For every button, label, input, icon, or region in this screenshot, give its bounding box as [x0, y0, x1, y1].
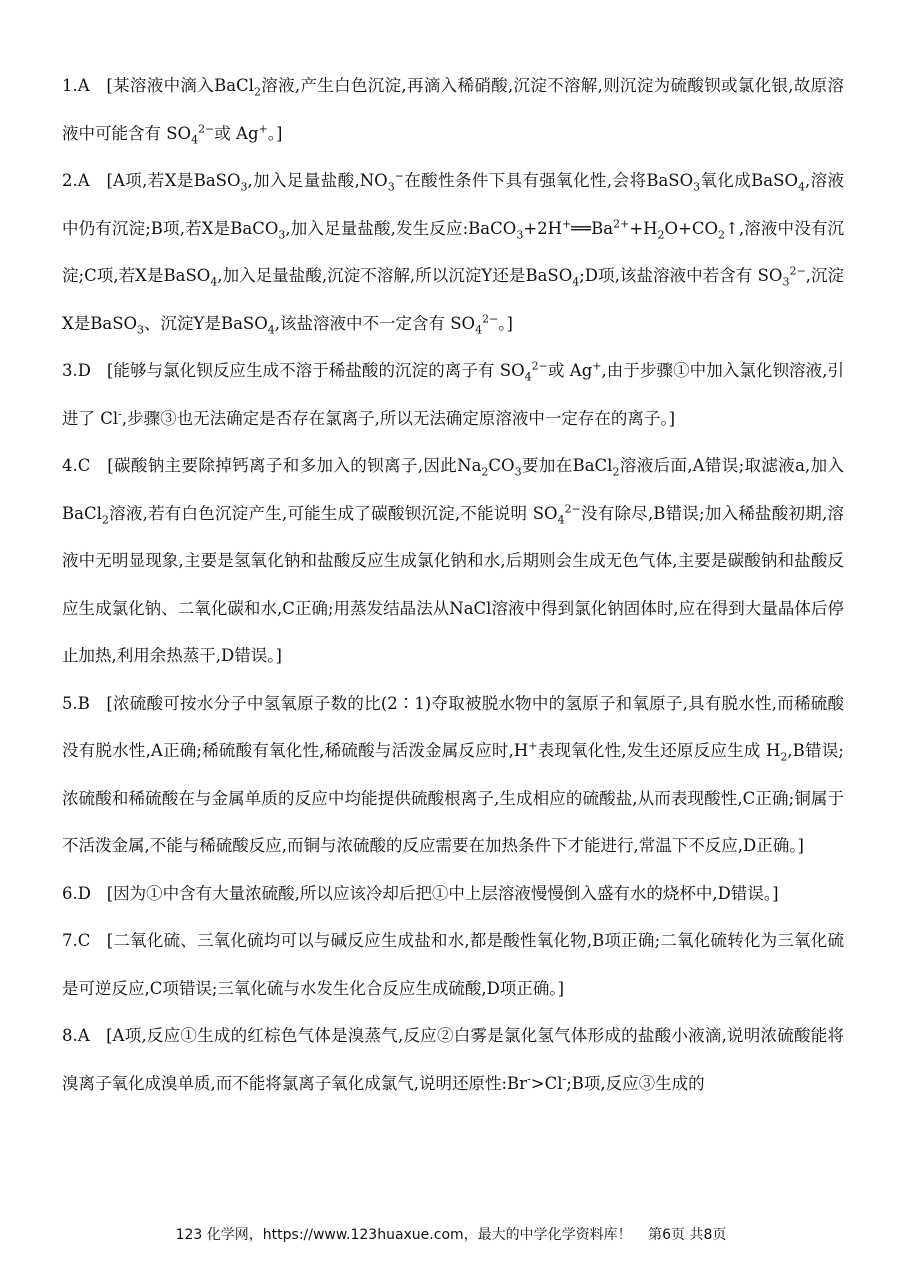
answer-list [62, 62, 844, 1107]
answer-4: 4.C [碳酸钠主要除掉钙离子和多加入的钡离子,因此$Na_2CO_3$要加在BaCl$_2$溶液后面,A错误;取滤液a,加入BaCl$_2$溶液,若有白色沉淀产生,可能生成了碳酸钡沉淀,不能说明 $SO_4^{2-}$没有除尽,B错误;加入稀盐酸初期,溶液中无明显现象,主要是氢氧化钠和盐酸反应生成氯化钠和水,后期则会生成无色气体,主要是碳酸钠和盐酸反应生成氯化钠、二氧化碳和水,C正确;用蒸发结晶法从NaCl溶液中得到氯化钠固体时,应在得到大量晶体后停止加热,利用余热蒸干,D错误。] [62, 456, 844, 665]
answer-5: 5.B [浓硫酸可按水分子中氢氧原子数的比(2∶1)夺取被脱水物中的氢原子和氧原子,具有脱水性,而稀硫酸没有脱水性,A正确;稀硫酸有氧化性,稀硫酸与活泼金属反应时,H+表现氧化性,发生还原反应生成 $H_2,B$错误;浓硫酸和稀硫酸在与金属单质的反应中均能提供硫酸根离子,生成相应的硫酸盐,从而表现酸性,C正确;铜属于不活泼金属,不能与稀硫酸反应,而铜与浓硫酸的反应需要在加热条件下才能进行,常温下不反应,D正确。] [62, 693, 844, 855]
answer-3: 3.D [能够与氯化钡反应生成不溶于稀盐酸的沉淀的离子有 $SO_4^{2-}$或 Ag+,由于步骤①中加入氯化钡溶液,引进了 Cl-,步骤③也无法确定是否存在氯离子,所以无法确定原溶液中一定存在的离子。] [62, 359, 844, 428]
answer-2: 2.A [A项,若X是BaSO$_3$,加入足量盐酸$,NO_3^-$在酸性条件下具有强氧化性,会将BaSO$_3$氧化成BaSO$_4$,溶液中仍有沉淀;B项,若X是BaCO$_3$,加入足量盐酸,发生反应$:BaCO_3+2H^+══Ba^{2+}+H_2O+CO_2↑$,溶液中没有沉淀;C项,若X是BaSO$_4$,加入足量盐酸,沉淀不溶解,所以沉淀Y还是BaSO$_4$;D项,该盐溶液中若含有 $SO_3^{2-}$,沉淀X是BaSO$_3$、沉淀Y是BaSO$_4$,该盐溶液中不一定含有 $SO_4^{2-}$。] [62, 169, 845, 336]
answer-8: 8.A [A项,反应①生成的红棕色气体是溴蒸气,反应②白雾是氯化氢气体形成的盐酸小液滴,说明浓硫酸能将溴离子氧化成溴单质,而不能将氯离子氧化成氯气,说明还原性:Br->Cl-;B项,反应③生成的 [62, 1026, 844, 1093]
answer-7: 7.C [二氧化硫、三氧化硫均可以与碱反应生成盐和水,都是酸性氧化物,B项正确;二氧化硫转化为三氧化硫是可逆反应,C项错误;三氧化硫与水发生化合反应生成硫酸,D项正确。] [62, 931, 844, 998]
footer-site: 123 化学网，https://www.123huaxue.com，最大的中学化学资料库！ [175, 1227, 632, 1243]
page-footer [0, 1224, 902, 1244]
answer-1: 1.A [某溶液中滴入BaCl$_2$溶液,产生白色沉淀,再滴入稀硝酸,沉淀不溶解,则沉淀为硫酸钡或氯化银,故原溶液中可能含有 $SO_4^{2-}$或 Ag+。] [62, 76, 844, 146]
footer-page-number: 第6页 共8页 [648, 1227, 727, 1243]
answer-6: 6.D [因为①中含有大量浓硫酸,所以应该冷却后把①中上层溶液慢慢倒入盛有水的烧杯中,D错误。] [62, 883, 779, 903]
